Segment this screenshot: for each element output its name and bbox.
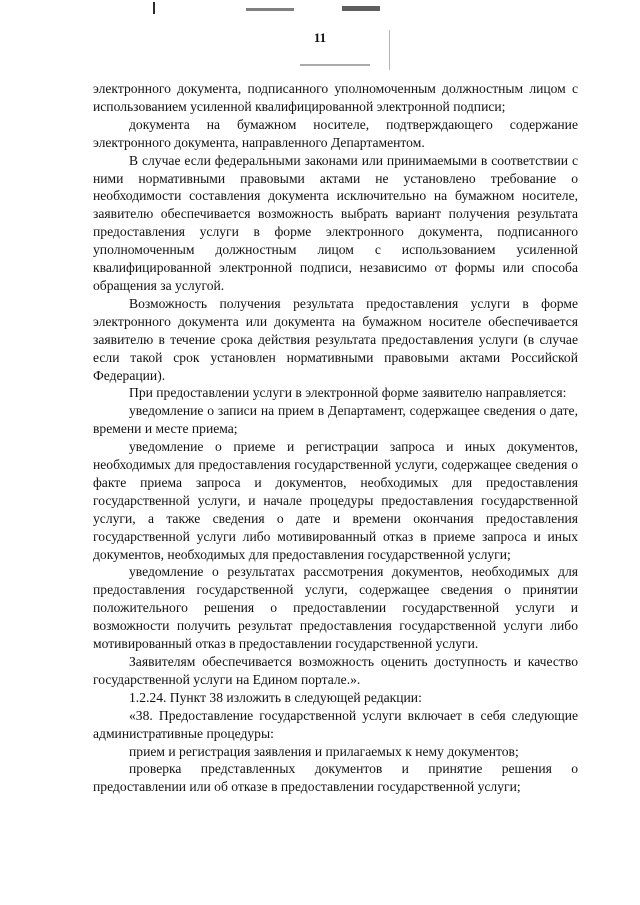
scan-artifact <box>153 2 155 14</box>
paragraph: Заявителям обеспечивается возможность оценить доступность и качество государственной услуги на Едином портале.». <box>93 654 578 687</box>
paragraph: уведомление о приеме и регистрации запроса и иных документов, необходимых для предоставления государственной услуги, содержащее сведения о факте приема запроса и документов, необходимых для предоставления государственной услуги, и начале процедуры предоставления государственной услуги, а также сведения о дате и времени окончания предоставления государственной услуги либо мотивированный отказ в приеме запроса и иных документов, необходимых для предоставления государственной услуги; <box>93 439 578 562</box>
scan-artifact <box>300 64 370 66</box>
paragraph: документа на бумажном носителе, подтверждающего содержание электронного документа, направленного Департаментом. <box>93 116 578 150</box>
paragraph: 1.2.24. Пункт 38 изложить в следующей редакции: <box>129 689 422 705</box>
paragraph: При предоставлении услуги в электронной форме заявителю направляется: <box>129 385 567 401</box>
scan-artifact <box>246 8 294 11</box>
paragraph: уведомление о записи на прием в Департамент, содержащее сведения о дате, времени и месте приема; <box>93 403 578 437</box>
paragraph: прием и регистрация заявления и прилагаемых к нему документов; <box>129 743 519 759</box>
paragraph: уведомление о результатах рассмотрения документов, необходимых для предоставления государственной услуги, содержащее сведения о принятии положительного решения о предоставлении государственной услуги и возможности получить результат предоставления государственной услуги либо мотивированный отказ в предоставлении государственной услуги. <box>93 564 578 652</box>
paragraph: В случае если федеральными законами или принимаемыми в соответствии с ними нормативными правовыми актами не установлено требование о необходимости составления документа исключительно на бумажном носителе, заявителю обеспечивается возможность выбрать вариант получения результата предоставления услуги в форме электронного документа, подписанного уполномоченным должностным лицом с использованием усиленной квалифицированной электронной подписи, независимо от формы или способа обращения за услугой. <box>93 152 578 293</box>
paragraph: электронного документа, подписанного уполномоченным должностным лицом с использованием усиленной квалифицированной электронной подписи; <box>93 81 578 114</box>
paragraph: Возможность получения результата предоставления услуги в форме электронного документа или документа на бумажном носителе обеспечивается заявителю в течение срока действия результата предоставления услуги (в случае если такой срок установлен нормативными правовыми актами Российской Федерации). <box>93 295 578 383</box>
scan-artifact <box>342 6 380 11</box>
document-body <box>93 80 578 796</box>
paragraph: проверка представленных документов и принятие решения о предоставлении или об отказе в предоставлении государственной услуги; <box>93 761 578 795</box>
page-number: 11 <box>313 30 327 45</box>
paragraph: «38. Предоставление государственной услуги включает в себя следующие административные процедуры: <box>93 707 578 741</box>
